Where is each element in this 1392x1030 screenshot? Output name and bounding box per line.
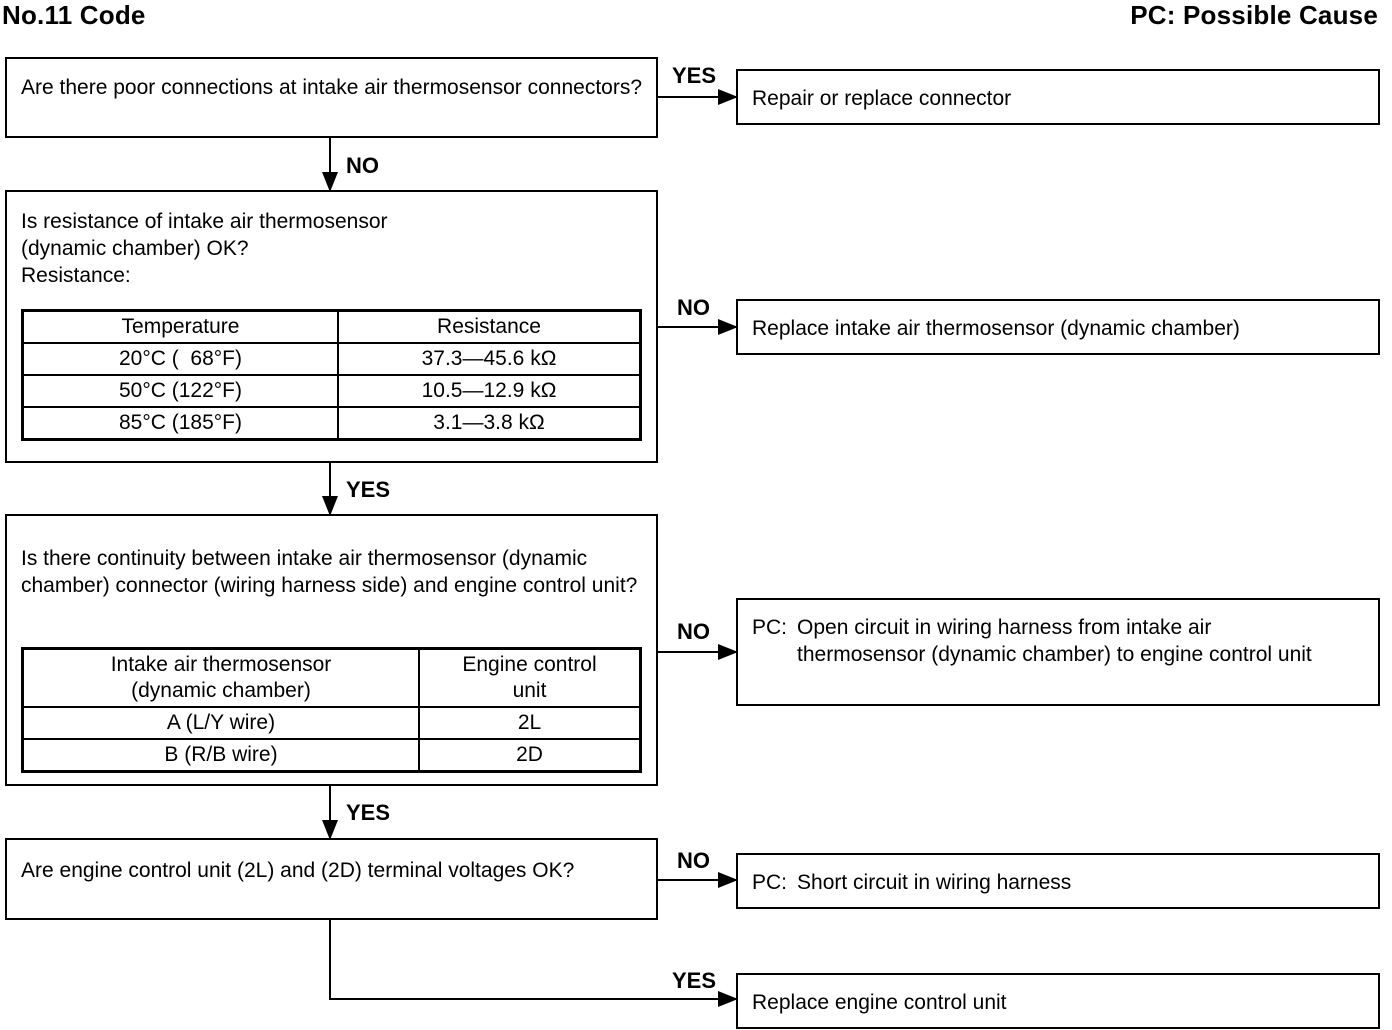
table-cell: 85°C (185°F) — [23, 407, 339, 440]
table-row — [23, 375, 641, 407]
legend-possible-cause: PC: Possible Cause — [1130, 0, 1378, 30]
table-cell: A (L/Y wire) — [23, 707, 420, 739]
table-row — [23, 707, 641, 739]
table-row — [23, 407, 641, 440]
table-cell: 2D — [419, 739, 641, 772]
continuity-table — [21, 647, 642, 773]
result-3-content — [752, 614, 1364, 668]
table-cell: 20°C ( 68°F) — [23, 343, 339, 375]
step-2-question-line-1: Is resistance of intake air thermosensor — [21, 210, 388, 233]
step-2-yes-label: YES — [346, 477, 391, 502]
table-header: Resistance — [338, 311, 641, 344]
table-header-line: (dynamic chamber) — [131, 679, 311, 702]
step-4-question: Are engine control unit (2L) and (2D) terminal voltages OK? — [21, 859, 575, 882]
table-header-line: unit — [512, 679, 547, 702]
step-2-question-line-2: (dynamic chamber) OK? — [21, 237, 249, 260]
step-3-no-label: NO — [677, 619, 710, 644]
table-header — [419, 649, 641, 708]
step-2-question-line-3: Resistance: — [21, 264, 131, 287]
step-3-yes-label: YES — [346, 800, 391, 825]
step-4-no-label: NO — [677, 848, 710, 873]
table-header-line: Engine control — [462, 653, 597, 676]
table-header — [23, 649, 420, 708]
result-4-box — [736, 853, 1380, 909]
result-5-text: Replace engine control unit — [752, 991, 1007, 1014]
step-1-box — [5, 57, 658, 138]
step-4-yes-label: YES — [672, 968, 717, 993]
result-3-box — [736, 598, 1380, 706]
step-1-question: Are there poor connections at intake air thermosensor connectors? — [21, 76, 643, 99]
result-1-text: Repair or replace connector — [752, 87, 1012, 110]
table-row — [23, 739, 641, 772]
result-2-text: Replace intake air thermosensor (dynamic chamber) — [752, 317, 1240, 340]
step-3-question: Is there continuity between intake air thermosensor (dynamic chamber) connector (wiring harness side) and engine control unit? — [21, 547, 638, 597]
result-1-box — [736, 69, 1380, 125]
step-2-no-label: NO — [677, 295, 710, 320]
result-3-text: Open circuit in wiring harness from intake air thermosensor (dynamic chamber) to engine control unit — [797, 616, 1312, 666]
table-header-row — [23, 649, 641, 708]
result-4-content — [752, 869, 1364, 896]
table-cell: 3.1—3.8 kΩ — [338, 407, 641, 440]
table-header-line: Intake air thermosensor — [110, 653, 332, 676]
table-cell: 50°C (122°F) — [23, 375, 339, 407]
table-header: Temperature — [23, 311, 339, 344]
result-4-text: Short circuit in wiring harness — [797, 871, 1072, 894]
table-cell: 10.5—12.9 kΩ — [338, 375, 641, 407]
resistance-table — [21, 309, 642, 441]
table-row — [23, 343, 641, 375]
result-2-box — [736, 299, 1380, 355]
result-3-prefix: PC: — [752, 616, 788, 639]
table-cell: B (R/B wire) — [23, 739, 420, 772]
result-5-box — [736, 973, 1380, 1029]
page-title: No.11 Code — [2, 0, 146, 30]
table-cell: 37.3—45.6 kΩ — [338, 343, 641, 375]
table-cell: 2L — [419, 707, 641, 739]
result-4-prefix: PC: — [752, 871, 788, 894]
step-4-box — [5, 838, 658, 920]
table-header-row — [23, 311, 641, 344]
step-1-yes-label: YES — [672, 63, 717, 88]
step-1-no-label: NO — [346, 153, 379, 178]
